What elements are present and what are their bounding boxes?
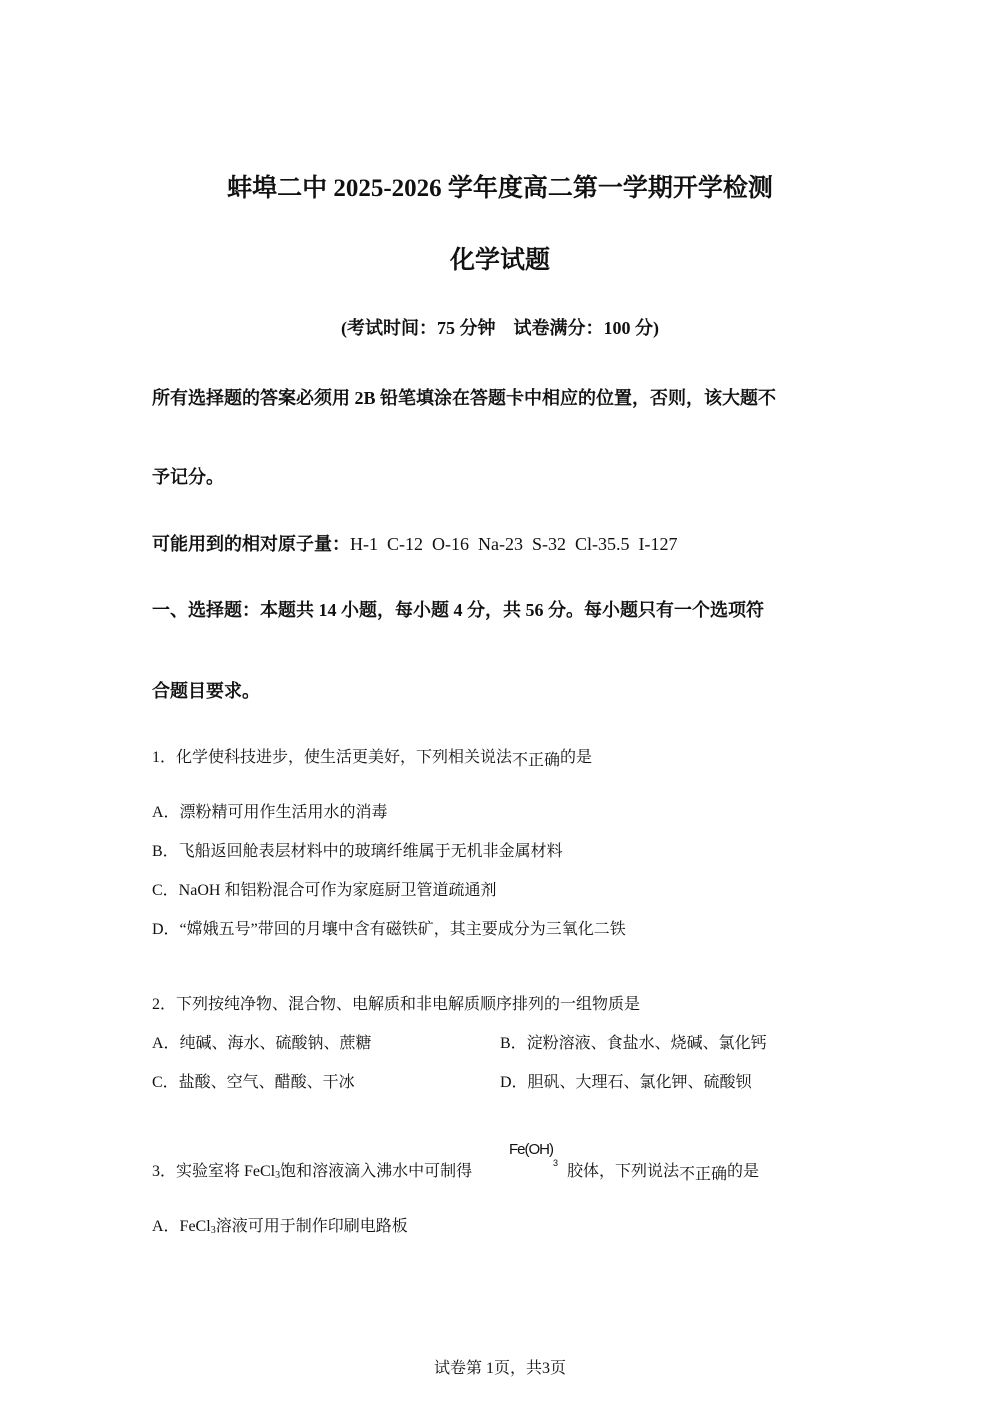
page-footer: 试卷第 1页，共3页 — [433, 1360, 566, 1377]
q3-stem-end: 的是 — [727, 1163, 760, 1180]
q3-a-subscript: 3 — [210, 1225, 216, 1236]
q1-option-d: D．“嫦娥五号”带回的月壤中含有磁铁矿，其主要成分为三氧化二铁 — [152, 921, 626, 938]
question-3-stem-left — [152, 1158, 472, 1181]
exam-info: (考试时间：75 分钟 试卷满分：100 分) — [341, 318, 659, 338]
instruction-line-1: 所有选择题的答案必须用 2B 铅笔填涂在答题卡中相应的位置，否则，该大题不 — [152, 388, 777, 408]
section-heading-line-1: 一、选择题：本题共 14 小题，每小题 4 分，共 56 分。每小题只有一个选项符 — [152, 600, 764, 620]
q3-subscript: 3 — [275, 1170, 281, 1181]
question-3-stem-right — [567, 1158, 759, 1181]
q1-option-b: B．飞船返回舱表层材料中的玻璃纤维属于无机非金属材料 — [152, 843, 563, 860]
q2-option-d: D．胆矾、大理石、氯化钾、硫酸钡 — [500, 1074, 752, 1091]
q3-a-post: 溶液可用于制作印刷电路板 — [215, 1218, 408, 1235]
section-heading-line-2: 合题目要求。 — [152, 681, 260, 701]
q3-option-a — [152, 1213, 408, 1236]
formula-subscript: 3 — [553, 1158, 558, 1168]
question-2-stem: 2．下列按纯净物、混合物、电解质和非电解质顺序排列的一组物质是 — [152, 996, 641, 1013]
q1-option-a: A．漂粉精可用作生活用水的消毒 — [152, 804, 388, 821]
q1-option-c: C．NaOH 和铝粉混合可作为家庭厨卫管道疏通剂 — [152, 882, 497, 899]
q3-emphasis: 不正确 — [679, 1166, 728, 1183]
q3-stem-mid: 饱和溶液滴入沸水中可制得 — [280, 1163, 473, 1180]
instruction-line-2: 予记分。 — [152, 467, 224, 487]
subject-title: 化学试题 — [449, 247, 550, 274]
exam-title: 蚌埠二中 2025-2026 学年度高二第一学期开学检测 — [227, 175, 773, 202]
fe-oh-3-formula — [509, 1141, 558, 1168]
q2-option-a: A．纯碱、海水、硫酸钠、蔗糖 — [152, 1035, 372, 1052]
q2-option-b: B．淀粉溶液、食盐水、烧碱、氯化钙 — [500, 1035, 767, 1052]
formula-text: Fe(OH) — [509, 1141, 553, 1158]
q1-stem-text: 1．化学使科技进步，使生活更美好，下列相关说法 — [152, 749, 513, 766]
q1-stem-end: 的是 — [560, 749, 593, 766]
atomic-masses-values: H-1 C-12 O-16 Na-23 S-32 Cl-35.5 I-127 — [350, 534, 678, 554]
q2-option-c: C．盐酸、空气、醋酸、干冰 — [152, 1074, 355, 1091]
q1-emphasis: 不正确 — [512, 752, 561, 769]
atomic-masses-label: 可能用到的相对原子量： — [152, 534, 350, 554]
q3-stem-post: 胶体，下列说法 — [567, 1163, 680, 1180]
q3-stem-pre: 3．实验室将 FeCl — [152, 1163, 276, 1180]
q3-a-pre: A．FeCl — [152, 1218, 211, 1235]
question-1-stem — [152, 744, 592, 767]
atomic-masses — [152, 530, 677, 556]
